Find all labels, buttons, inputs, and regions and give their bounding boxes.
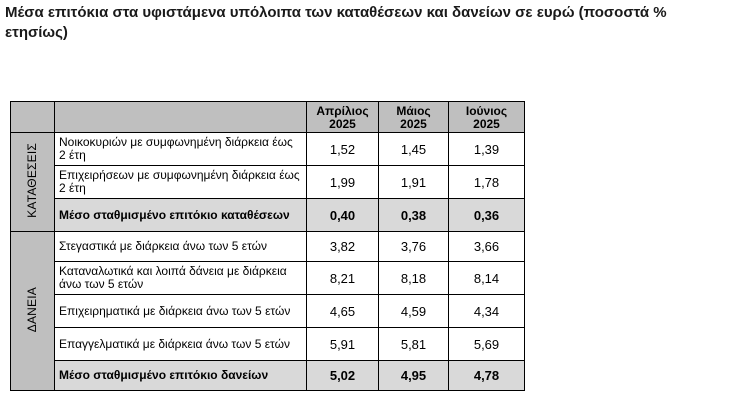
column-month: Απρίλιος	[316, 104, 369, 118]
group-label-text: ΚΑΤΑΘΕΣΕΙΣ	[25, 143, 39, 218]
column-month: Ιούνιος	[465, 104, 508, 118]
column-header	[379, 102, 449, 133]
cell-value: 0,36	[449, 199, 525, 232]
row-label: Νοικοκυριών με συμφωνημένη διάρκεια έως 2 έτη	[55, 133, 307, 166]
cell-value: 3,76	[379, 232, 449, 262]
column-header	[449, 102, 525, 133]
cell-value: 5,81	[379, 328, 449, 361]
interest-rates-table	[10, 101, 525, 391]
row-label: Καταναλωτικά και λοιπά δάνεια με διάρκεια άνω των 5 ετών	[55, 262, 307, 295]
cell-value: 4,78	[449, 361, 525, 391]
table-row-average	[11, 199, 525, 232]
table-row	[11, 133, 525, 166]
cell-value: 0,40	[307, 199, 379, 232]
table-header-row	[11, 102, 525, 133]
column-month: Μάιος	[396, 104, 431, 118]
table-row	[11, 166, 525, 199]
cell-value: 8,18	[379, 262, 449, 295]
cell-value: 5,02	[307, 361, 379, 391]
row-label: Επιχειρήσεων με συμφωνημένη διάρκεια έως 2 έτη	[55, 166, 307, 199]
row-label: Επιχειρηματικά με διάρκεια άνω των 5 ετών	[55, 295, 307, 328]
group-label-deposits	[11, 133, 55, 232]
cell-value: 1,45	[379, 133, 449, 166]
cell-value: 1,99	[307, 166, 379, 199]
table-row-average	[11, 361, 525, 391]
table-row	[11, 232, 525, 262]
cell-value: 1,52	[307, 133, 379, 166]
column-header	[307, 102, 379, 133]
cell-value: 5,91	[307, 328, 379, 361]
table-row	[11, 295, 525, 328]
group-label-text: ΔΑΝΕΙΑ	[25, 286, 39, 333]
cell-value: 4,65	[307, 295, 379, 328]
cell-value: 1,91	[379, 166, 449, 199]
row-label: Στεγαστικά με διάρκεια άνω των 5 ετών	[55, 232, 307, 262]
cell-value: 3,82	[307, 232, 379, 262]
cell-value: 8,21	[307, 262, 379, 295]
cell-value: 4,34	[449, 295, 525, 328]
cell-value: 8,14	[449, 262, 525, 295]
cell-value: 0,38	[379, 199, 449, 232]
cell-value: 1,78	[449, 166, 525, 199]
row-label: Επαγγελματικά με διάρκεια άνω των 5 ετών	[55, 328, 307, 361]
cell-value: 1,39	[449, 133, 525, 166]
column-year: 2025	[473, 117, 500, 131]
row-label: Μέσο σταθμισμένο επιτόκιο δανείων	[55, 361, 307, 391]
cell-value: 4,59	[379, 295, 449, 328]
page-title: Μέσα επιτόκια στα υφιστάμενα υπόλοιπα των καταθέσεων και δανείων σε ευρώ (ποσοστά % ετησίως)	[5, 4, 667, 41]
header-corner	[11, 102, 55, 133]
group-label-loans	[11, 232, 55, 391]
row-label: Μέσο σταθμισμένο επιτόκιο καταθέσεων	[55, 199, 307, 232]
table-row	[11, 262, 525, 295]
cell-value: 3,66	[449, 232, 525, 262]
cell-value: 4,95	[379, 361, 449, 391]
table-row	[11, 328, 525, 361]
cell-value: 5,69	[449, 328, 525, 361]
column-year: 2025	[400, 117, 427, 131]
column-year: 2025	[329, 117, 356, 131]
header-label-cell	[55, 102, 307, 133]
